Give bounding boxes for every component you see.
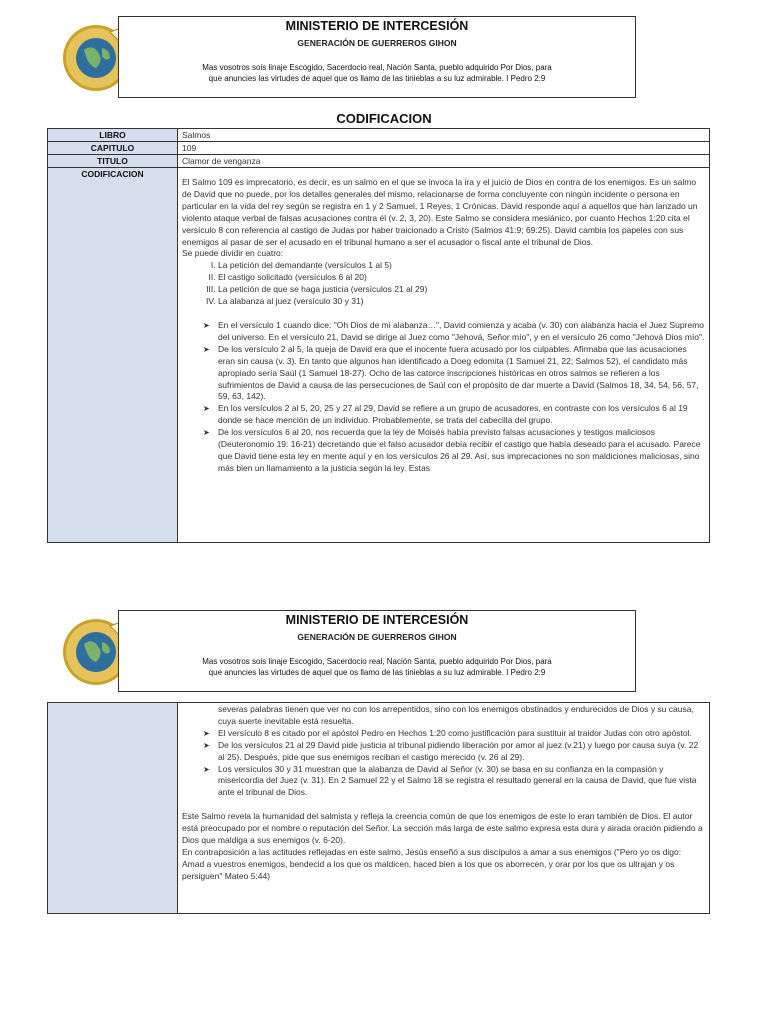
codificacion-content bbox=[178, 168, 710, 543]
list-item: II. El castigo solicitado (versículos 6 al 20) bbox=[218, 272, 705, 284]
list-item bbox=[203, 319, 705, 344]
codificacion-label-continued bbox=[48, 703, 178, 914]
list-item bbox=[203, 403, 705, 427]
codificacion-label: CODIFICACION bbox=[48, 168, 178, 543]
arrow-bullet-icon: ➤ bbox=[203, 320, 210, 330]
ministry-title: MINISTERIO DE INTERCESIÓN bbox=[285, 19, 469, 33]
commentary-list-continued bbox=[182, 704, 705, 799]
list-item: I. La petición del demandante (versículos 1 al 5) bbox=[218, 260, 705, 272]
church-logo bbox=[56, 16, 118, 98]
header-verse-line2: que anuncies las virtudes de aquel que os llamo de las tinieblas a su luz admirable. I Pedro 2:9 bbox=[208, 668, 546, 678]
codification-table bbox=[47, 128, 710, 543]
header-verse-line1: Mas vosotros sois linaje Escogido, Sacerdocio real, Nación Santa, pueblo adquirido Por Dios, para bbox=[202, 63, 552, 72]
bullet-text: De los versículos 6 al 20, nos recuerda que la ley de Moisés había previsto falsas acusaciones y testigos maliciosos (Deuteronomio 19: 16-21) decretando que el falso acusador debía recibir el castigo que había deseado para el acusado. Parece que David tiene esta ley en mente aquí y en los versículos 26 al 29. Así, sus imprecaciones no son maldiciones maliciosas, sino más bien un llamamiento a la justicia según la ley. Estas bbox=[218, 427, 701, 473]
list-item bbox=[203, 343, 705, 404]
list-item bbox=[203, 427, 705, 475]
church-logo bbox=[56, 610, 118, 692]
header-verse bbox=[137, 656, 617, 678]
table-row bbox=[48, 155, 710, 168]
arrow-bullet-icon: ➤ bbox=[203, 428, 210, 438]
page-header-2 bbox=[56, 610, 636, 692]
closing-paragraph-1: Este Salmo revela la humanidad del salmista y refleja la creencia común de que los enemigos de este lo eran también de Dios. El autor está preocupado por el nombre o reputación del Señor. La sección más larga de este salmo expresa esta dura y airada oración pidiendo a Dios que maldiga a sus enemigos (v. 6-20). bbox=[182, 811, 703, 846]
commentary-list bbox=[182, 320, 705, 475]
codification-table-continued bbox=[47, 702, 710, 914]
capitulo-label: CAPITULO bbox=[48, 142, 178, 155]
list-item: III. La petición de que se haga justicia (versículos 21 al 29) bbox=[218, 284, 705, 296]
ministry-subtitle: GENERACIÓN DE GUERREROS GIHON bbox=[297, 632, 457, 642]
header-verse-line1: Mas vosotros sois linaje Escogido, Sacerdocio real, Nación Santa, pueblo adquirido Por Dios, para bbox=[202, 657, 552, 666]
bullet-text: Los versículos 30 y 31 muestran que la alabanza de David al Señor (v. 30) se basa en su confianza en la compasión y misericordia del Juez (v. 31). En 2 Samuel 22 y el Salmo 18 se registra el resultado general en la causa de David, que fue vista ante el tribunal de Dios. bbox=[218, 763, 697, 798]
titulo-value: Clamor de venganza bbox=[178, 155, 710, 168]
arrow-bullet-icon: ➤ bbox=[203, 728, 210, 738]
list-item: IV. La alabanza al juez (versículo 30 y 31) bbox=[218, 296, 705, 308]
bullet-text: De los versículos 21 al 29 David pide justicia al tribunal pidiendo liberación por amor al juez (v.21) y luego por causa suya (v. 22 al 25). Después, pide que sus enemigos reciban el castigo merecido (v. 26 al 29). bbox=[218, 739, 699, 762]
libro-value: Salmos bbox=[178, 129, 710, 142]
list-item bbox=[203, 739, 705, 764]
arrow-bullet-icon: ➤ bbox=[203, 344, 210, 354]
header-box bbox=[118, 16, 636, 98]
table-row bbox=[48, 703, 710, 914]
list-item bbox=[203, 763, 705, 800]
capitulo-value: 109 bbox=[178, 142, 710, 155]
arrow-bullet-icon: ➤ bbox=[203, 740, 210, 750]
arrow-bullet-icon: ➤ bbox=[203, 404, 210, 414]
ministry-subtitle: GENERACIÓN DE GUERREROS GIHON bbox=[297, 38, 457, 48]
titulo-label: TITULO bbox=[48, 155, 178, 168]
header-box bbox=[118, 610, 636, 692]
divisions-list bbox=[182, 260, 705, 308]
ministry-title: MINISTERIO DE INTERCESIÓN bbox=[285, 613, 469, 627]
bullet-text: De los versículo 2 al 5, la queja de David era que el inocente fuera acusado por los culpables. Afirmaba que las acusaciones eran sin causa (v. 3). En tanto que algunos han identificado a Doeg edomita (1 Samuel 21, 22; Salmos 52), el candidato más apropiado sería Saúl (1 Samuel 18-27). Ocho de las catorce inscripciones históricas en otros salmos se refieren a los sufrimientos de David a causa de las persecuciones de Saúl con el propósito de dar muerte a David (Salmos 18, 34, 54, 56, 57, 59, 63, 142). bbox=[218, 343, 699, 402]
table-row bbox=[48, 168, 710, 543]
bullet-text: En los versículos 2 al 5, 20, 25 y 27 al 29, David se refiere a un grupo de acusadores, en contraste con los versículos 6 al 19 donde se hace mención de un individuo. Probablemente, se trata del cabecilla del grupo. bbox=[218, 403, 688, 426]
divide-text: Se puede dividir en cuatro: bbox=[182, 248, 284, 259]
section-title: CODIFICACION bbox=[336, 111, 432, 126]
header-verse bbox=[137, 62, 617, 84]
header-verse-line2: que anuncies las virtudes de aquel que os llamo de las tinieblas a su luz admirable. I Pedro 2:9 bbox=[208, 74, 546, 84]
arrow-bullet-icon: ➤ bbox=[203, 764, 210, 774]
bullet-text: El versículo 8 es citado por el apóstol Pedro en Hechos 1:20 como justificación para sustituir al traidor Judas con otro apóstol. bbox=[218, 727, 692, 738]
table-row bbox=[48, 129, 710, 142]
closing-paragraph-2: En contraposición a las actitudes reflejadas en este salmo, Jesús enseñó a sus discípulos a amar a sus enemigos ("Pero yo os digo: Amad a vuestros enemigos, bendecid a los que os maldicen, haced bien a los que os aborrecen, y orar por los que os ultrajan y os persiguen" Mateo 5:44) bbox=[182, 846, 682, 881]
list-item: severas palabras tienen que ver no con los arrepentidos, sino con los enemigos obstinados y endurecidos de Dios y su causa, cuya suerte inevitable está resuelta. bbox=[218, 704, 694, 726]
codificacion-content-continued bbox=[178, 703, 710, 914]
page-header bbox=[56, 16, 636, 98]
intro-paragraph: El Salmo 109 es imprecatorio, es decir, es un salmo en el que se invoca la ira y el juicio de Dios en contra de los enemigos. Es un salmo de David que no puede, por los detalles generales del mismo, relacionarse de forma concluyente con ningún incidente o persona en particular en la vida del rey según se registra en 1 y 2 Samuel, 1 Reyes, 1 Crónicas. David responde aquí a aquellos que han lanzado un violento ataque verbal de falsas acusaciones contra él (v. 2, 3, 20). Este Salmo se considera mesiánico, por cuanto Hechos 1:20 cita el versículo 8 con referencia al castigo de Judas por haber traicionado a Cristo (Salmos 41:9; 69:25). David cambia los papeles con sus enemigos al pasar de ser el acusado en el tribunal humano a ser el acusador o fiscal ante el tribunal de Dios. bbox=[182, 177, 698, 247]
libro-label: LIBRO bbox=[48, 129, 178, 142]
table-row bbox=[48, 142, 710, 155]
bullet-text: En el versículo 1 cuando dice: "Oh Dios de mi alabanza…", David comienza y acaba (v. 30) con alabanza hacia el Juez Supremo del universo. En el versículo 21, David se dirige al Juez como "Jehová, Señor mío", y en el versículo 26 como "Jehová Dios mío". bbox=[218, 319, 705, 342]
list-item bbox=[203, 727, 705, 740]
